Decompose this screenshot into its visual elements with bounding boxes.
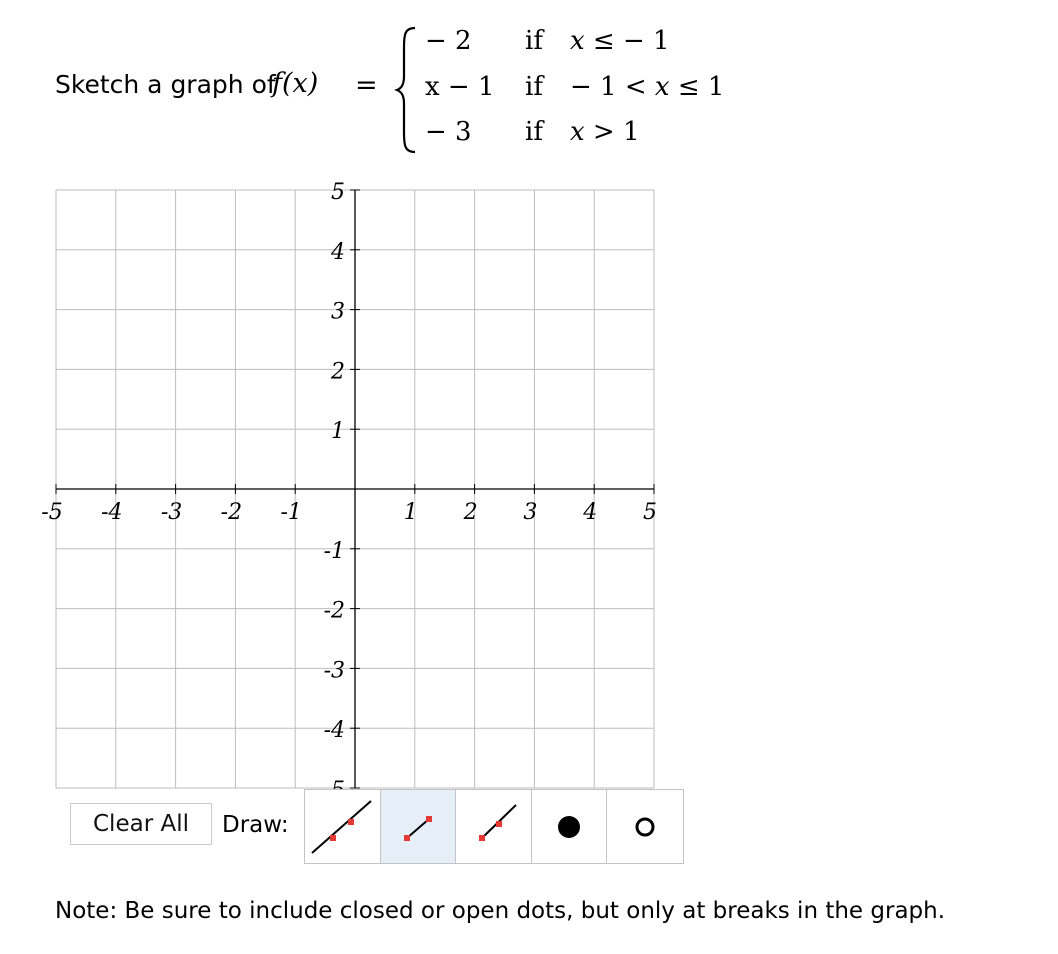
y-tick-label: -3 xyxy=(323,658,345,684)
prompt-text: Sketch a graph of xyxy=(55,70,276,99)
x-tick-label: 1 xyxy=(403,500,418,525)
instruction-note: Note: Be sure to include closed or open dots, but only at breaks in the graph. xyxy=(55,898,946,924)
piecewise-case-row xyxy=(425,72,755,108)
ray-tool-icon xyxy=(458,797,528,857)
x-tick-label: -2 xyxy=(220,500,243,525)
x-tick-label: 3 xyxy=(523,500,538,525)
equals-sign: = xyxy=(355,70,378,101)
x-tick-label: -3 xyxy=(160,500,183,525)
y-tick-label: 5 xyxy=(331,180,345,205)
x-tick-label: -4 xyxy=(101,500,123,525)
draw-label: Draw: xyxy=(222,812,289,838)
open-dot-tool-button[interactable] xyxy=(607,790,683,863)
x-tick-label: -5 xyxy=(41,500,63,525)
case-value: − 2 xyxy=(425,26,472,56)
piecewise-brace xyxy=(395,26,417,154)
piecewise-case-row xyxy=(425,117,755,153)
ray-tool-button[interactable] xyxy=(456,790,532,863)
y-tick-label: 3 xyxy=(331,299,345,325)
closed-dot-tool-icon xyxy=(534,797,604,857)
y-tick-label: 2 xyxy=(331,359,345,385)
x-tick-label: 5 xyxy=(643,500,657,525)
y-tick-label: 4 xyxy=(331,239,345,265)
segment-tool-button[interactable] xyxy=(381,790,457,863)
case-value: − 3 xyxy=(425,117,472,147)
y-tick-label: -1 xyxy=(323,538,345,564)
open-dot-tool-icon xyxy=(610,797,680,857)
case-condition: x ≤ − 1 xyxy=(570,26,670,56)
case-value: x − 1 xyxy=(425,72,495,102)
clear-all-button[interactable]: Clear All xyxy=(70,803,212,845)
x-tick-label: 4 xyxy=(583,500,598,525)
y-tick-label: -2 xyxy=(323,598,345,624)
case-if-word: if xyxy=(525,72,543,102)
function-name: f(x) xyxy=(272,68,319,99)
y-tick-label: 1 xyxy=(331,419,345,445)
closed-dot-tool-button[interactable] xyxy=(532,790,608,863)
case-condition: x > 1 xyxy=(570,117,640,147)
line-tool-icon xyxy=(307,797,377,857)
x-tick-label: -1 xyxy=(280,500,302,525)
line-tool-button[interactable] xyxy=(305,790,381,863)
case-condition: − 1 < x ≤ 1 xyxy=(570,72,725,102)
case-if-word: if xyxy=(525,26,543,56)
x-tick-label: 2 xyxy=(463,500,478,525)
segment-tool-icon xyxy=(383,797,453,857)
coordinate-grid[interactable] xyxy=(41,180,683,777)
piecewise-case-row xyxy=(425,26,755,62)
draw-tool-group xyxy=(304,789,684,864)
y-tick-label: -4 xyxy=(323,718,345,744)
case-if-word: if xyxy=(525,117,543,147)
